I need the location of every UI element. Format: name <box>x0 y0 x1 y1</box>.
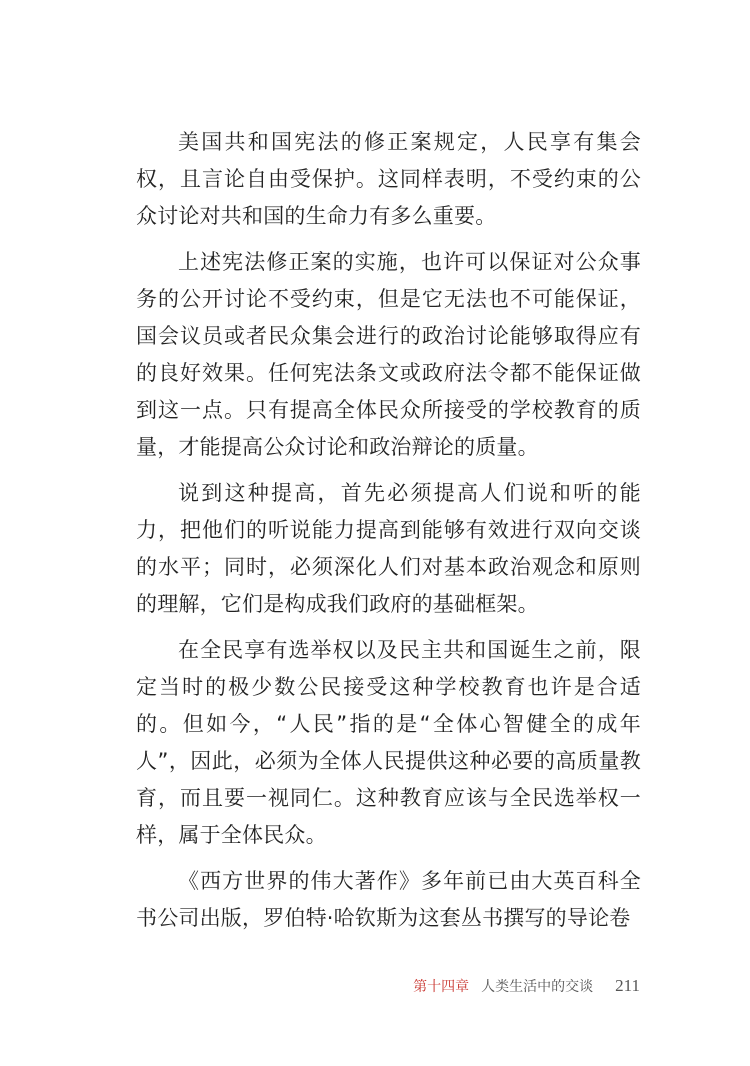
paragraph-1: 美国共和国宪法的修正案规定，人民享有集会权，且言论自由受保护。这同样表明，不受约束的公众讨论对共和国的生命力有多么重要。 <box>136 130 641 228</box>
body-text <box>136 124 641 937</box>
chapter-title: 人类生活中的交谈 <box>481 979 594 995</box>
paragraph-2: 上述宪法修正案的实施，也许可以保证对公众事务的公开讨论不受约束，但是它无法也不可能保证，国会议员或者民众集会进行的政治讨论能够取得应有的良好效果。任何宪法条文或政府法令都不能保证做到这一点。只有提高全体民众所接受的学校教育的质量，才能提高公众讨论和政治辩论的质量。 <box>136 250 641 459</box>
chapter-label: 第十四章 <box>413 979 470 995</box>
paragraph-4: 在全民享有选举权以及民主共和国诞生之前，限定当时的极少数公民接受这种学校教育也许是合适的。但如今，“人民”指的是“全体心智健全的成年人”，因此，必须为全体人民提供这种必要的高质量教育，而且要一视同仁。这种教育应该与全民选举权一样，属于全体民众。 <box>136 638 641 847</box>
paragraph-5: 《西方世界的伟大著作》多年前已由大英百科全书公司出版，罗伯特·哈钦斯为这套丛书撰写的导论卷 <box>136 869 641 930</box>
page-number: 211 <box>615 976 640 995</box>
paragraph-3: 说到这种提高，首先必须提高人们说和听的能力，把他们的听说能力提高到能够有效进行双向交谈的水平；同时，必须深化人们对基本政治观念和原则的理解，它们是构成我们政府的基础框架。 <box>136 481 641 616</box>
page-footer <box>413 976 640 1002</box>
